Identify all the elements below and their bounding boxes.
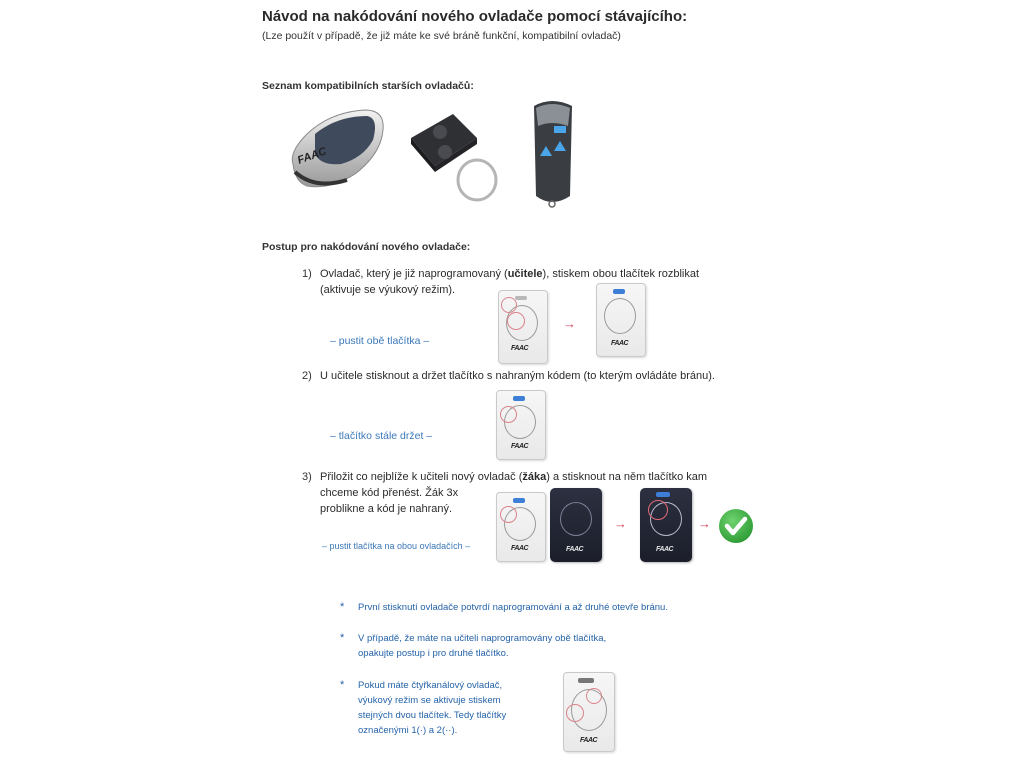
step-1-text-a: Ovladač, který je již naprogramovaný ( <box>320 268 508 280</box>
remote-led-on <box>513 498 525 503</box>
compat-brand-label: FAAC <box>295 145 329 167</box>
step-3-text-a: Přiložit co nejblíže k učiteli nový ovladač ( <box>320 471 523 483</box>
step-2-teacher-remote-image <box>496 390 546 460</box>
remote-button-ring <box>604 298 636 334</box>
note-2-line: opakujte postup i pro druhé tlačítko. <box>358 648 509 659</box>
remote-button-ring <box>560 502 592 536</box>
step-3-student-remote-image <box>550 488 602 562</box>
page-subtitle: (Lze použít v případě, že již máte ke své bráně funkční, kompatibilní ovladač) <box>262 30 621 42</box>
arrow-icon: → <box>614 516 627 531</box>
remote-led <box>578 678 594 683</box>
step-2-hint: – tlačítko stále držet – <box>330 430 433 442</box>
note-3-text <box>358 678 558 738</box>
note-3-star: * <box>340 679 345 691</box>
step-1-text-d: (aktivuje se výukový režim). <box>320 284 456 296</box>
highlight-circle <box>566 704 584 722</box>
remote-brand-label: FAAC <box>656 546 674 553</box>
highlight-circle <box>507 312 525 330</box>
highlight-circle <box>500 506 517 523</box>
highlight-circle <box>586 688 602 704</box>
note-2-text <box>358 631 778 661</box>
remote-brand-label: FAAC <box>511 345 529 352</box>
compat-remote-grey-blue-image <box>528 96 578 210</box>
note-3-line: stejných dvou tlačítek. Tedy tlačítky <box>358 710 507 721</box>
step-3-text-d: chceme kód přenést. Žák 3x <box>320 487 459 499</box>
procedure-heading: Postup pro nakódování nového ovladače: <box>262 241 471 253</box>
step-3-teacher-remote-image <box>496 492 546 562</box>
remote-brand-label: FAAC <box>580 737 598 744</box>
remote-led <box>515 296 527 300</box>
page-title: Návod na nakódování nového ovladače pomocí stávajícího: <box>262 8 688 25</box>
remote-led-on <box>656 492 670 497</box>
step-3-student-label: žáka <box>522 471 547 483</box>
step-1-teacher-remote-active-image <box>596 283 646 357</box>
checkmark-icon <box>718 508 754 544</box>
note-3-line: výukový režim se aktivuje stiskem <box>358 695 501 706</box>
compat-remote-black-square-image <box>405 108 505 208</box>
note-1-text: První stisknutí ovladače potvrdí naprogramování a až druhé otevře bránu. <box>358 602 668 613</box>
note-2-star: * <box>340 632 345 644</box>
remote-led-on <box>613 289 625 294</box>
note-2-line: V případě, že máte na učiteli naprogramovány obě tlačítka, <box>358 633 607 644</box>
compat-heading: Seznam kompatibilních starších ovladačů: <box>262 80 474 92</box>
remote-brand-label: FAAC <box>511 545 529 552</box>
remote-brand-label: FAAC <box>611 340 629 347</box>
remote-brand-label: FAAC <box>511 443 529 450</box>
compat-remote-faac-silver-image <box>285 104 390 192</box>
highlight-circle <box>648 500 668 520</box>
step-3-student-remote-active-image <box>640 488 692 562</box>
arrow-icon: → <box>698 516 711 531</box>
note-1-star: * <box>340 601 345 613</box>
note-3-line: označenými 1(·) a 2(··). <box>358 725 458 736</box>
note-3-line: Pokud máte čtyřkanálový ovladač, <box>358 680 503 691</box>
remote-led-on <box>513 396 525 401</box>
remote-brand-label: FAAC <box>566 546 584 553</box>
highlight-circle <box>500 406 517 423</box>
step-2-number: 2) <box>302 370 312 382</box>
step-3-text-e: problikne a kód je nahraný. <box>320 503 453 515</box>
step-3-text-c: ) a stisknout na něm tlačítko kam <box>546 471 708 483</box>
highlight-circle <box>501 297 517 313</box>
step-3-number: 3) <box>302 471 312 483</box>
arrow-icon: → <box>563 316 576 331</box>
step-1-hint: – pustit obě tlačítka – <box>330 335 430 347</box>
step-1-teacher-label: učitele <box>507 268 543 280</box>
step-1-text-c: ), stiskem obou tlačítek rozblikat <box>542 268 700 280</box>
step-1-number: 1) <box>302 268 312 280</box>
step-2-text: U učitele stisknout a držet tlačítko s nahraným kódem (to kterým ovládáte bránu). <box>320 370 715 382</box>
step-3-hint: – pustit tlačítka na obou ovladačích – <box>322 541 471 551</box>
